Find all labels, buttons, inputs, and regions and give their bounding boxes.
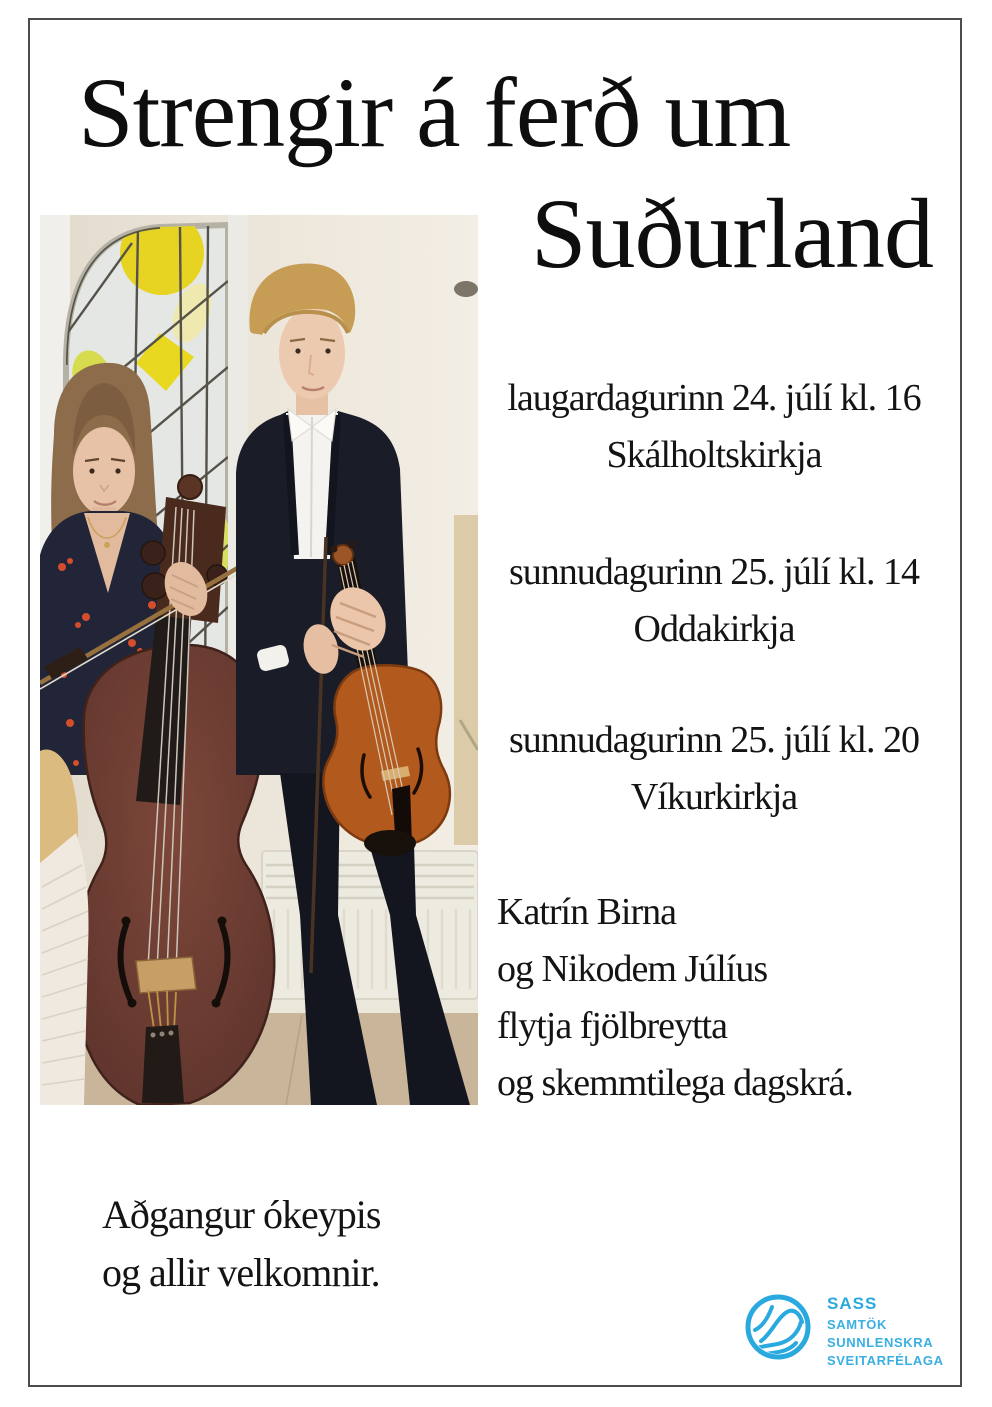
- cello-tailpiece: [142, 1025, 184, 1103]
- event-3-venue: Víkurkirkja: [630, 776, 798, 818]
- cello-bridge: [136, 957, 196, 993]
- admission-line-2: og allir velkomnir.: [102, 1250, 380, 1295]
- sass-logo-name: SASS: [827, 1294, 878, 1313]
- event-1-venue: Skálholtskirkja: [606, 434, 822, 476]
- violin-chinrest: [364, 830, 416, 856]
- wall-sconce: [454, 281, 478, 297]
- performers-line-3: flytja fjölbreytta: [497, 1005, 727, 1047]
- sass-logo-text: [827, 1292, 944, 1370]
- sass-logo-line-1: SAMTÖK: [827, 1317, 887, 1332]
- side-panel: [454, 515, 478, 845]
- violinist-face: [279, 307, 345, 399]
- cellist-face: [73, 427, 135, 515]
- foreground-person-sweater: [40, 833, 89, 1105]
- event-1-date: laugardagurinn 24. júlí kl. 16: [507, 377, 921, 419]
- event-2: [488, 544, 940, 658]
- concert-photo-illustration: [40, 215, 478, 1105]
- performers-line-2: og Nikodem Júlíus: [497, 948, 768, 990]
- violin-body: [323, 665, 449, 846]
- poster-title-line1: Strengir á ferð um: [78, 57, 791, 168]
- admission-text: [102, 1186, 380, 1302]
- event-2-date: sunnudagurinn 25. júlí kl. 14: [508, 551, 920, 593]
- event-1: [488, 370, 940, 484]
- performers-line-4: og skemmtilega dagskrá.: [497, 1062, 853, 1104]
- sass-logo-line-3: SVEITARFÉLAGA: [827, 1353, 944, 1368]
- sass-logo-icon: [743, 1292, 813, 1362]
- performers-line-1: Katrín Birna: [497, 891, 677, 933]
- sass-logo: [743, 1292, 944, 1370]
- poster-title-line2: Suðurland: [530, 178, 933, 289]
- concert-photo: [40, 215, 478, 1105]
- event-3-date: sunnudagurinn 25. júlí kl. 20: [508, 719, 920, 761]
- admission-line-1: Aðgangur ókeypis: [102, 1192, 381, 1237]
- event-3: [488, 712, 940, 826]
- event-2-venue: Oddakirkja: [633, 608, 795, 650]
- performers-text: [497, 884, 853, 1112]
- sass-logo-line-2: SUNNLENSKRA: [827, 1335, 934, 1350]
